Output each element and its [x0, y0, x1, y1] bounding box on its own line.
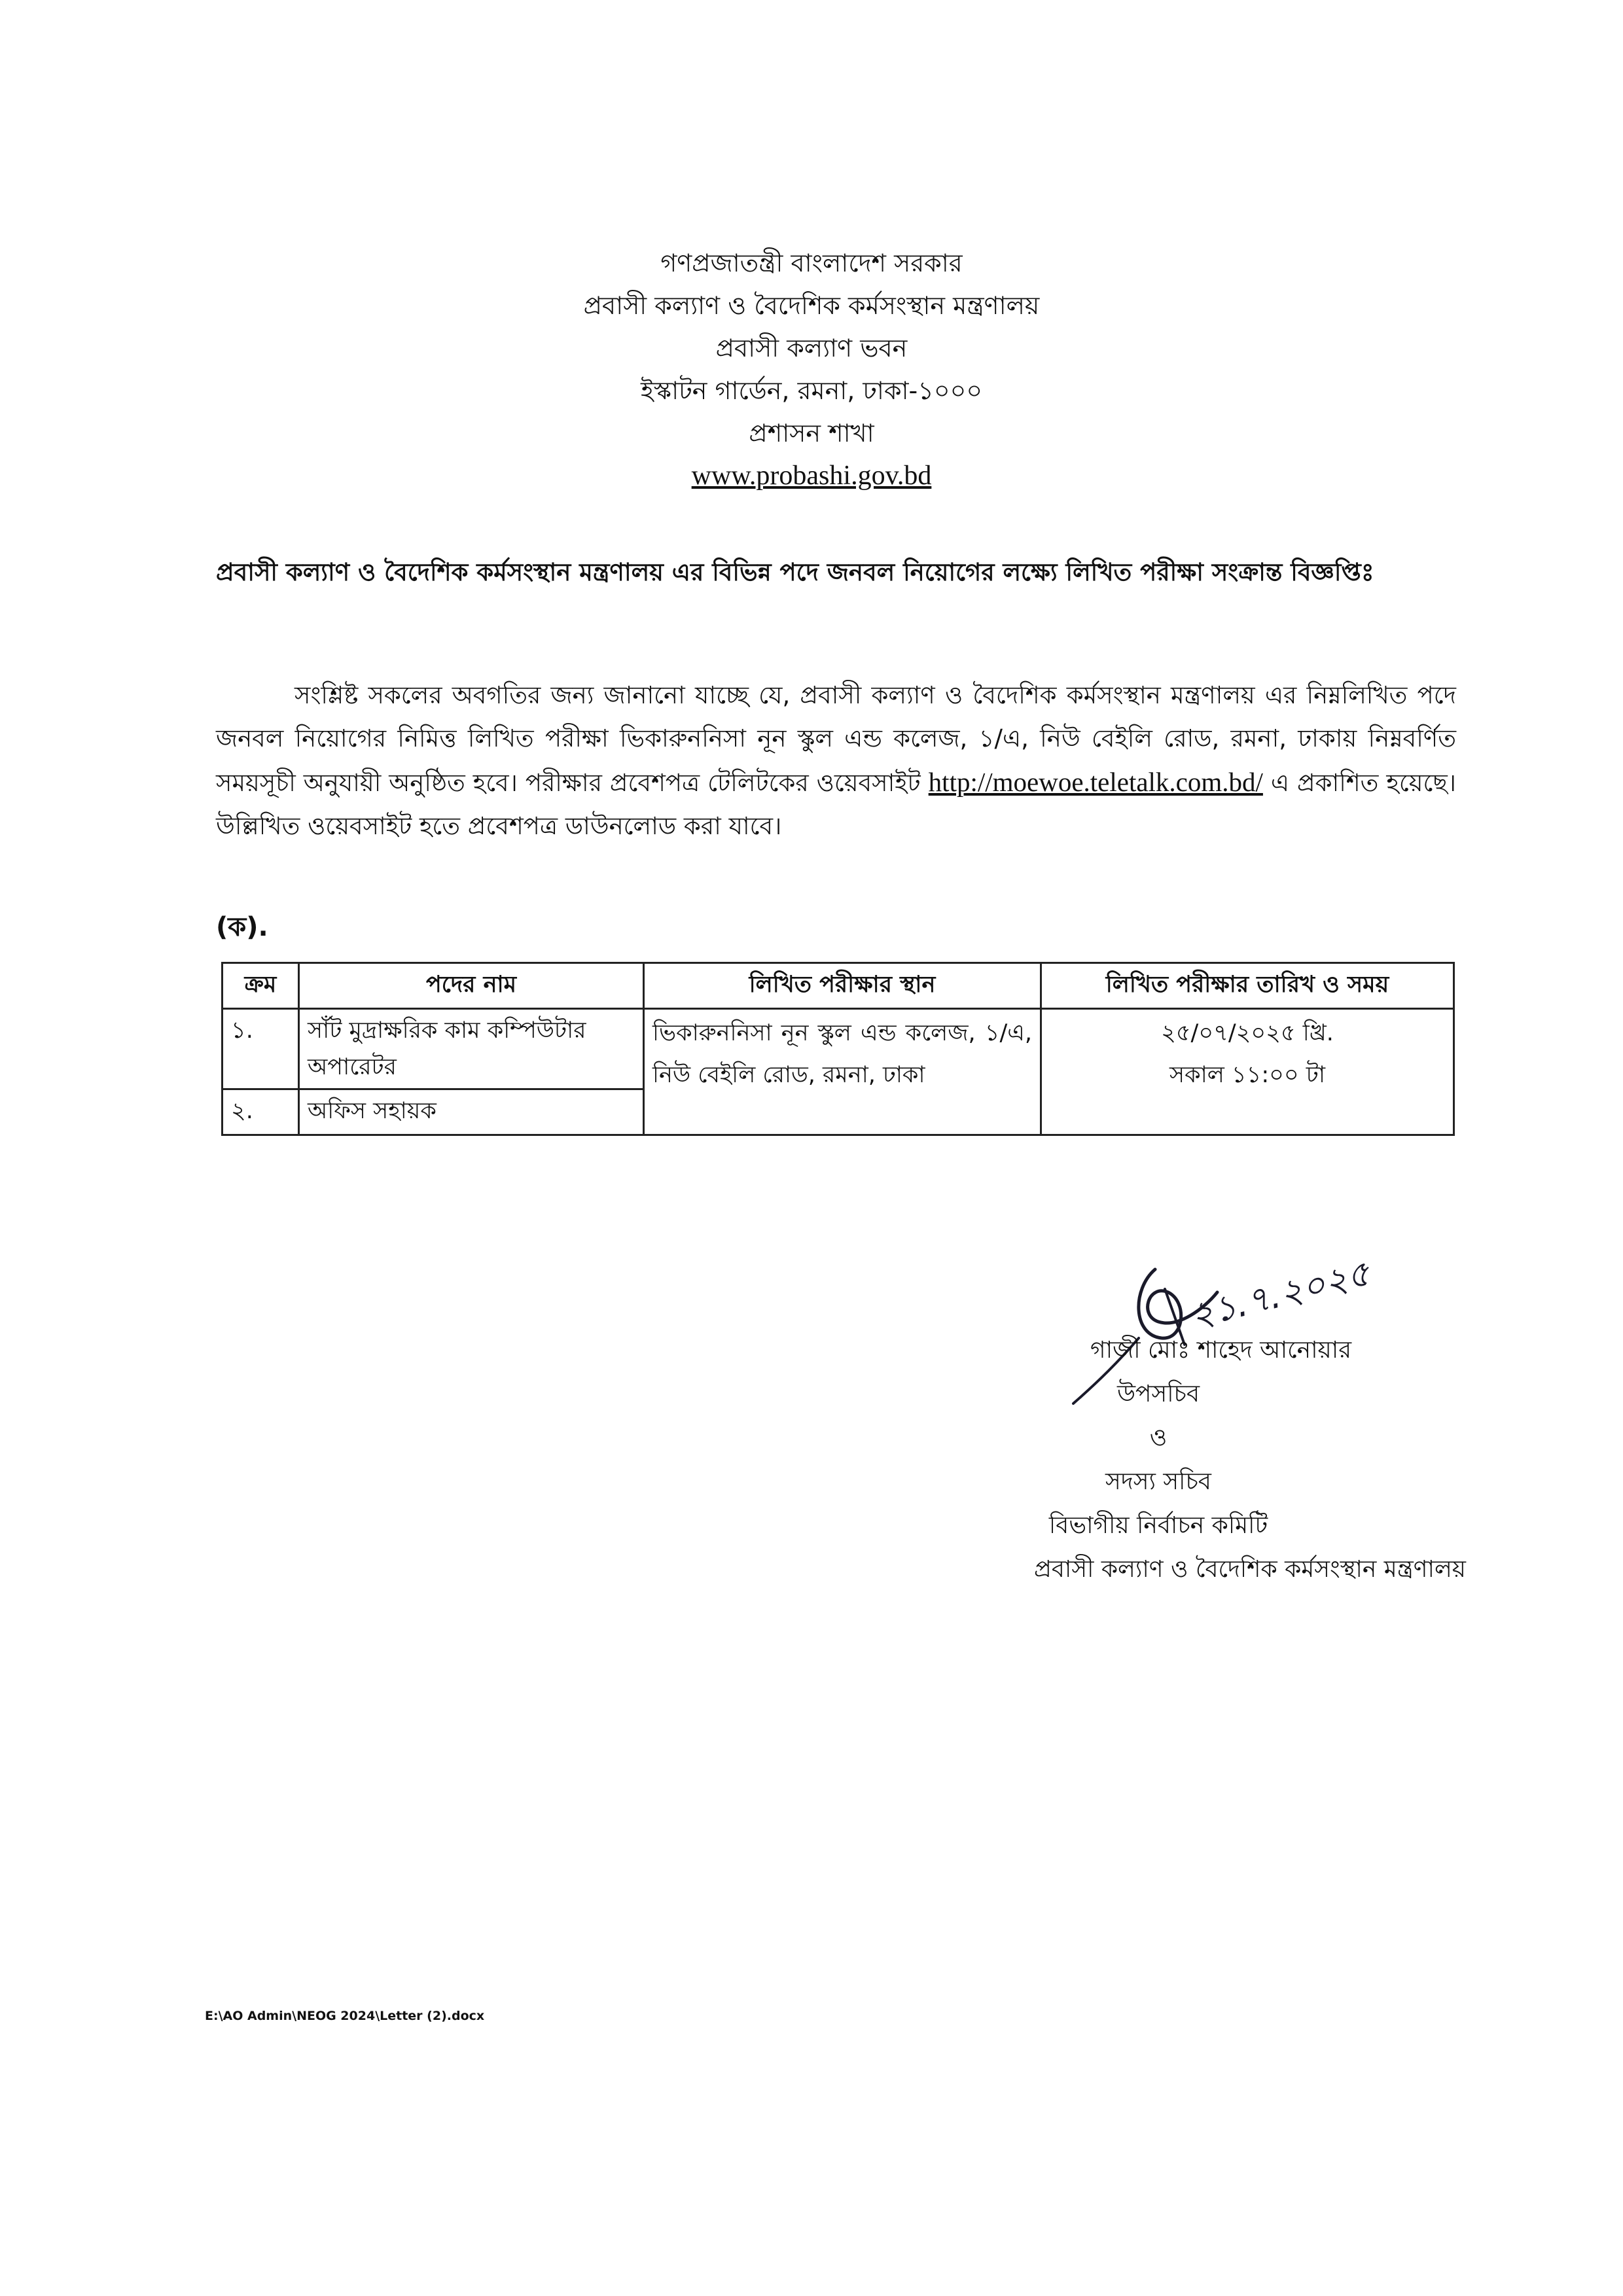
signatory-ministry: প্রবাসী কল্যাণ ও বৈদেশিক কর্মসংস্থান মন্ত্রণালয়	[1034, 1556, 1466, 1583]
header-exam-date-time: লিখিত পরীক্ষার তারিখ ও সময়	[1041, 963, 1454, 1009]
signature-date: ২১.৭.২০২৫	[1186, 1252, 1374, 1337]
government-name: গণপ্রজাতন্ত্রী বাংলাদেশ সরকার	[660, 249, 963, 277]
admit-card-website-link[interactable]: http://moewoe.teletalk.com.bd/	[928, 767, 1263, 797]
signatory-conjunction: ও	[1149, 1424, 1168, 1451]
signatory-committee: বিভাগীয় নির্বাচন কমিটি	[1048, 1512, 1268, 1539]
header-post-name: পদের নাম	[299, 963, 644, 1009]
header-serial: ক্রম	[223, 963, 299, 1009]
body-text-part1: সংশ্লিষ্ট সকলের অবগতির জন্য জানানো যাচ্ছে যে, প্রবাসী কল্যাণ ও বৈদেশিক কর্মসংস্থান মন্ত্রণালয় এর নিম্নলিখিত পদে জনবল নিয়োগের নিমিত্ত লিখিত পরীক্ষা ভিকারুননিসা নূন স্কুল এন্ড কলেজ, ১/এ, নিউ বেইলি রোড, রমনা, ঢাকায় নিম্নবর্ণিত সময়সূচী অনুযায়ী অনুষ্ঠিত হবে। পরীক্ষার প্রবেশপত্র টেলিটকের ওয়েবসাইট	[216, 681, 1456, 797]
row-post-name: অফিস সহায়ক	[299, 1089, 644, 1135]
ministry-name: প্রবাসী কল্যাণ ও বৈদেশিক কর্মসংস্থান মন্ত্রণালয়	[583, 291, 1040, 320]
signatory-role: সদস্য সচিব	[1105, 1468, 1211, 1495]
notice-subject: প্রবাসী কল্যাণ ও বৈদেশিক কর্মসংস্থান মন্ত্রণালয় এর বিভিন্ন পদে জনবল নিয়োগের লক্ষ্যে লিখিত পরীক্ষা সংক্রান্ত বিজ্ঞপ্তিঃ	[216, 558, 1374, 586]
header-exam-venue: লিখিত পরীক্ষার স্থান	[644, 963, 1041, 1009]
exam-date-time	[1041, 1009, 1454, 1135]
ministry-website-link[interactable]: www.probashi.gov.bd	[691, 461, 932, 491]
table-header-row	[223, 963, 1454, 1009]
letterhead	[0, 242, 1623, 497]
building-name: প্রবাসী কল্যাণ ভবন	[715, 334, 908, 362]
row-post-name: সাঁট মুদ্রাক্ষরিক কাম কম্পিউটার অপারেটর	[299, 1009, 644, 1089]
body-text-part2: এ প্রকাশিত হয়েছে। উল্লিখিত ওয়েবসাইট হতে প্রবেশপত্র ডাউনলোড করা যাবে।	[216, 769, 1457, 840]
signatory-name: গাজী মোঃ শাহেদ আনোয়ার	[1090, 1337, 1351, 1364]
signatory-block	[851, 1328, 1466, 1591]
file-path-footer: E:\AO Admin\NEOG 2024\Letter (2).docx	[205, 2009, 485, 2023]
exam-venue: ভিকারুননিসা নূন স্কুল এন্ড কলেজ, ১/এ, নিউ বেইলি রোড, রমনা, ঢাকা	[644, 1009, 1041, 1135]
exam-time: সকাল ১১:০০ টা	[1169, 1062, 1326, 1088]
branch-name: প্রশাসন শাখা	[749, 419, 874, 448]
section-label: (ক).	[216, 912, 268, 942]
notice-body	[216, 674, 1456, 848]
table-row	[223, 1009, 1454, 1089]
exam-schedule-table	[221, 962, 1455, 1136]
row-serial: ২.	[223, 1089, 299, 1135]
exam-date: ২৫/০৭/২০২৫ খ্রি.	[1161, 1020, 1334, 1046]
row-serial: ১.	[223, 1009, 299, 1089]
office-address: ইস্কাটন গার্ডেন, রমনা, ঢাকা-১০০০	[640, 376, 983, 405]
signatory-designation: উপসচিব	[1116, 1381, 1200, 1407]
